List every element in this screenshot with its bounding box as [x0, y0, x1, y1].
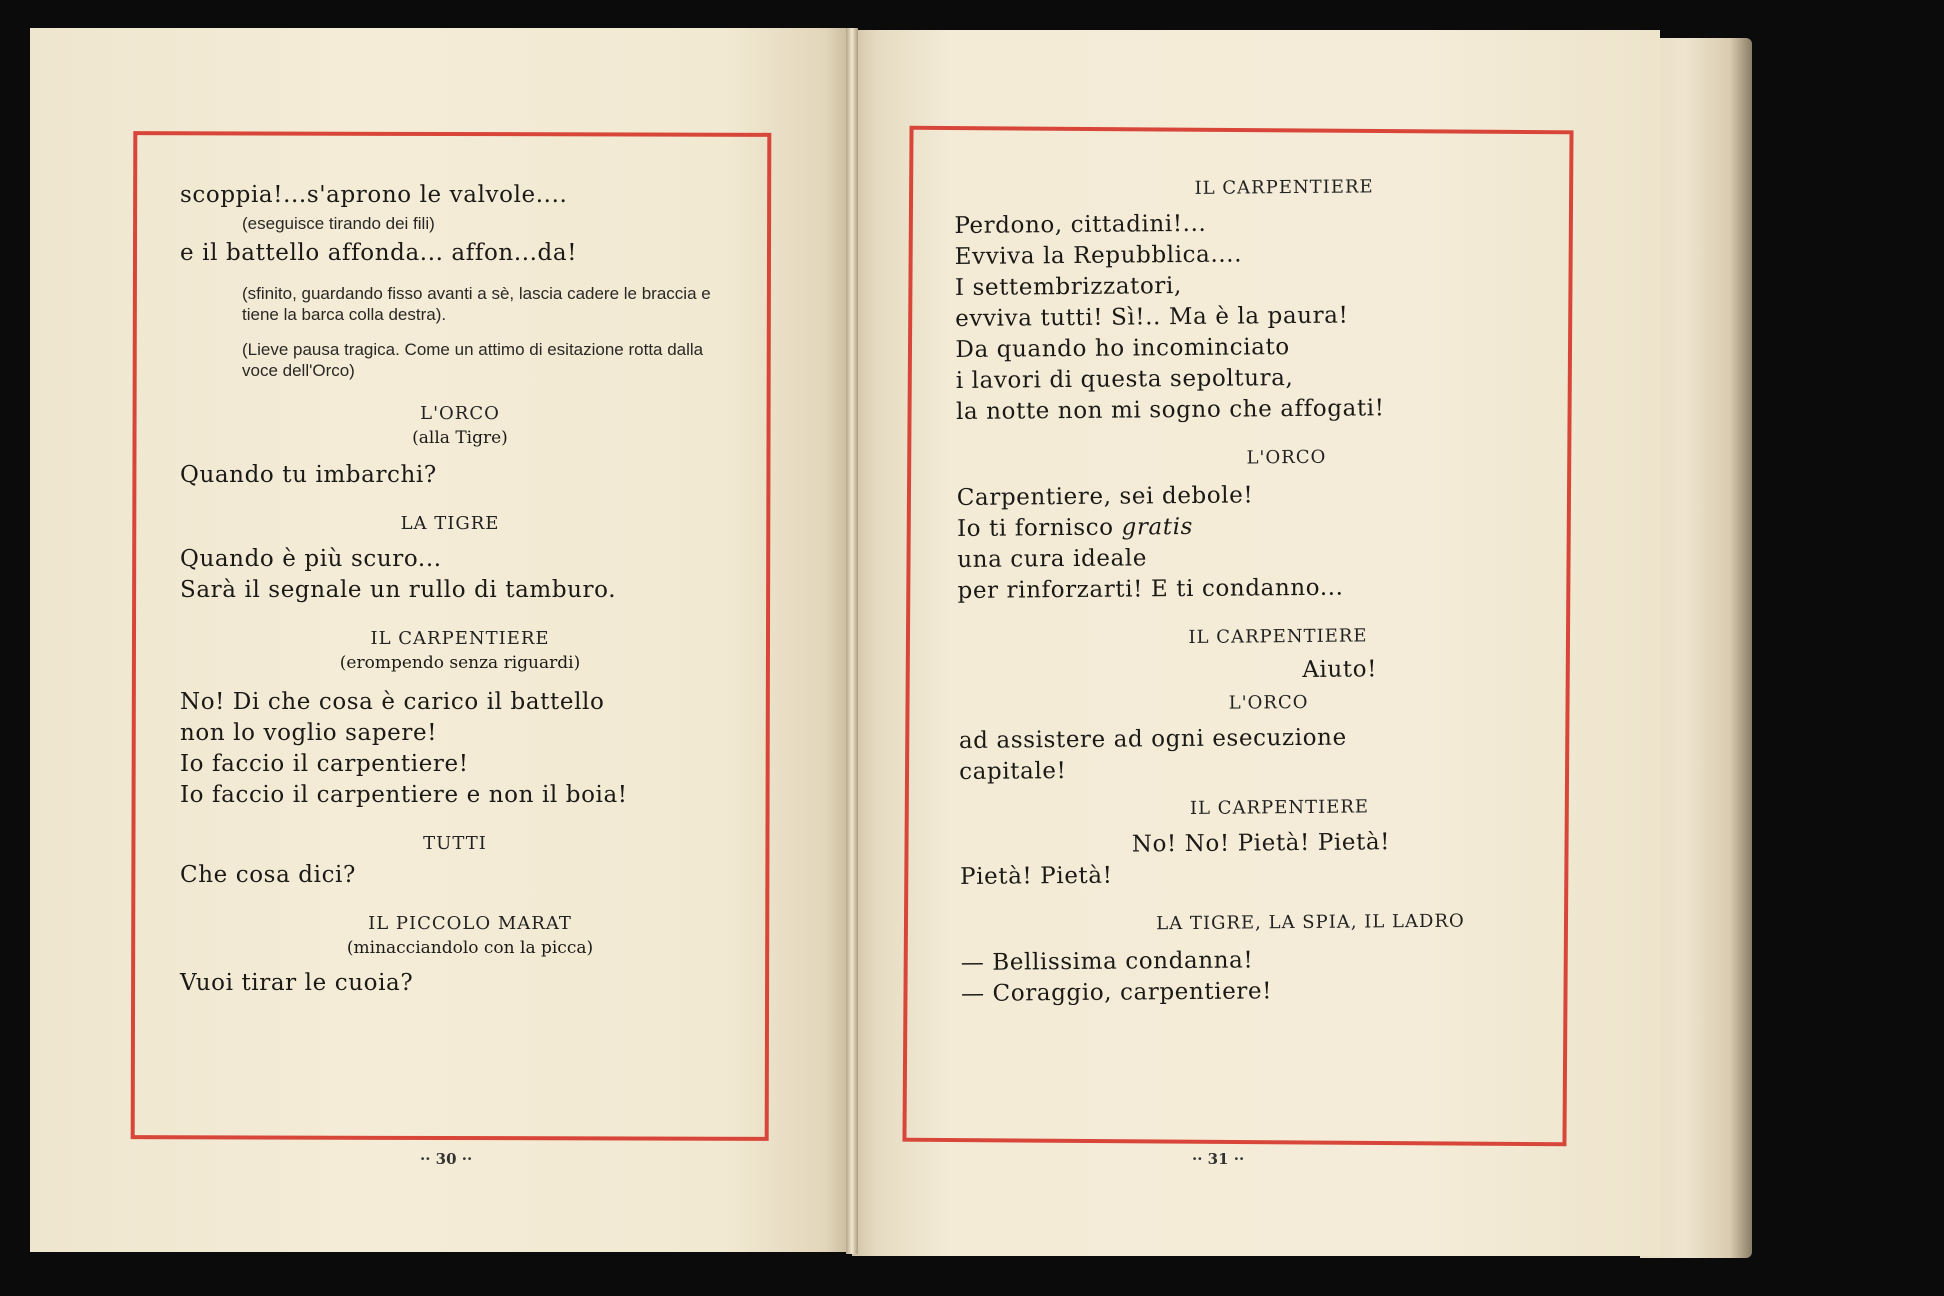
speaker-name: L'ORCO: [1228, 691, 1309, 714]
verse-line: Carpentiere, sei debole!: [956, 482, 1254, 511]
verse-line: una cura ideale: [957, 545, 1148, 573]
speaker-name: LA TIGRE, LA SPIA, IL LADRO: [1156, 910, 1465, 935]
verse-line: i lavori di questa sepoltura,: [955, 365, 1294, 394]
verse-line: ad assistere ad ogni esecuzione: [958, 724, 1347, 754]
verse-line: Quando tu imbarchi?: [180, 462, 437, 488]
verse-line: capitale!: [959, 758, 1067, 785]
verse-line: — Coraggio, carpentiere!: [960, 978, 1273, 1007]
verse-line: Quando è più scuro...: [180, 546, 442, 572]
verse-line: [957, 510, 1417, 545]
speaker-note: (minacciandolo con la picca): [346, 938, 594, 958]
stage-direction: (sfinito, guardando fisso avanti a sè, lascia cadere le braccia e tiene la barca colla destra).: [242, 284, 711, 324]
verse-line: Che cosa dici?: [180, 862, 356, 888]
left-page-text: [180, 180, 740, 999]
speaker-name: IL CARPENTIERE: [1189, 796, 1370, 819]
speaker-note: (alla Tigre): [412, 428, 508, 448]
speaker-note: (erompendo senza riguardi): [339, 653, 581, 673]
verse-line: per rinforzarti! E ti condanno...: [957, 574, 1344, 604]
verse-line: Io faccio il carpentiere!: [180, 751, 469, 777]
verse-text: Io ti fornisco: [956, 514, 1122, 542]
speaker-name: LA TIGRE: [400, 513, 500, 534]
verse-line: la notte non mi sogno che affogati!: [955, 395, 1385, 425]
speaker-name: IL CARPENTIERE: [1188, 625, 1368, 648]
speaker-name: IL CARPENTIERE: [1194, 176, 1374, 199]
verse-line: — Bellissima condanna!: [960, 947, 1254, 976]
verse-line: evviva tutti! Sì!.. Ma è la paura!: [955, 302, 1349, 332]
verse-line: non lo voglio sapere!: [180, 720, 438, 746]
speaker-name: L'ORCO: [1246, 446, 1327, 469]
page-number: ·· 31 ··: [1192, 1150, 1245, 1168]
right-page-text: [954, 176, 1465, 1010]
verse-line: Aiuto!: [1302, 656, 1378, 683]
page-number: ·· 30 ··: [420, 1150, 473, 1168]
verse-line: scoppia!...s'aprono le valvole....: [180, 182, 568, 208]
verse-line: Evviva la Repubblica....: [954, 241, 1243, 270]
stage-direction: (eseguisce tirando dei fili): [242, 214, 435, 233]
verse-line: Pietà! Pietà!: [959, 862, 1113, 890]
speaker-name: L'ORCO: [420, 403, 500, 424]
stage-direction: (Lieve pausa tragica. Come un attimo di esitazione rotta dalla voce dell'Orco): [242, 340, 704, 380]
speaker-name: IL CARPENTIERE: [370, 628, 550, 649]
verse-line: No! Di che cosa è carico il battello: [180, 689, 605, 715]
book-gutter: [846, 28, 858, 1254]
verse-italic: gratis: [1121, 513, 1194, 541]
speaker-name: TUTTI: [423, 833, 487, 854]
verse-line: No! No! Pietà! Pietà!: [1131, 829, 1391, 858]
verse-line: Perdono, cittadini!...: [954, 210, 1207, 239]
verse-line: Vuoi tirar le cuoia?: [180, 970, 414, 996]
verse-line: I settembrizzatori,: [954, 273, 1182, 301]
verse-line: e il battello affonda... affon...da!: [180, 240, 578, 266]
speaker-name: IL PICCOLO MARAT: [368, 913, 572, 934]
verse-line: Io faccio il carpentiere e non il boia!: [180, 782, 628, 808]
verse-line: Sarà il segnale un rullo di tamburo.: [180, 577, 617, 603]
verse-line: Da quando ho incominciato: [955, 334, 1290, 363]
